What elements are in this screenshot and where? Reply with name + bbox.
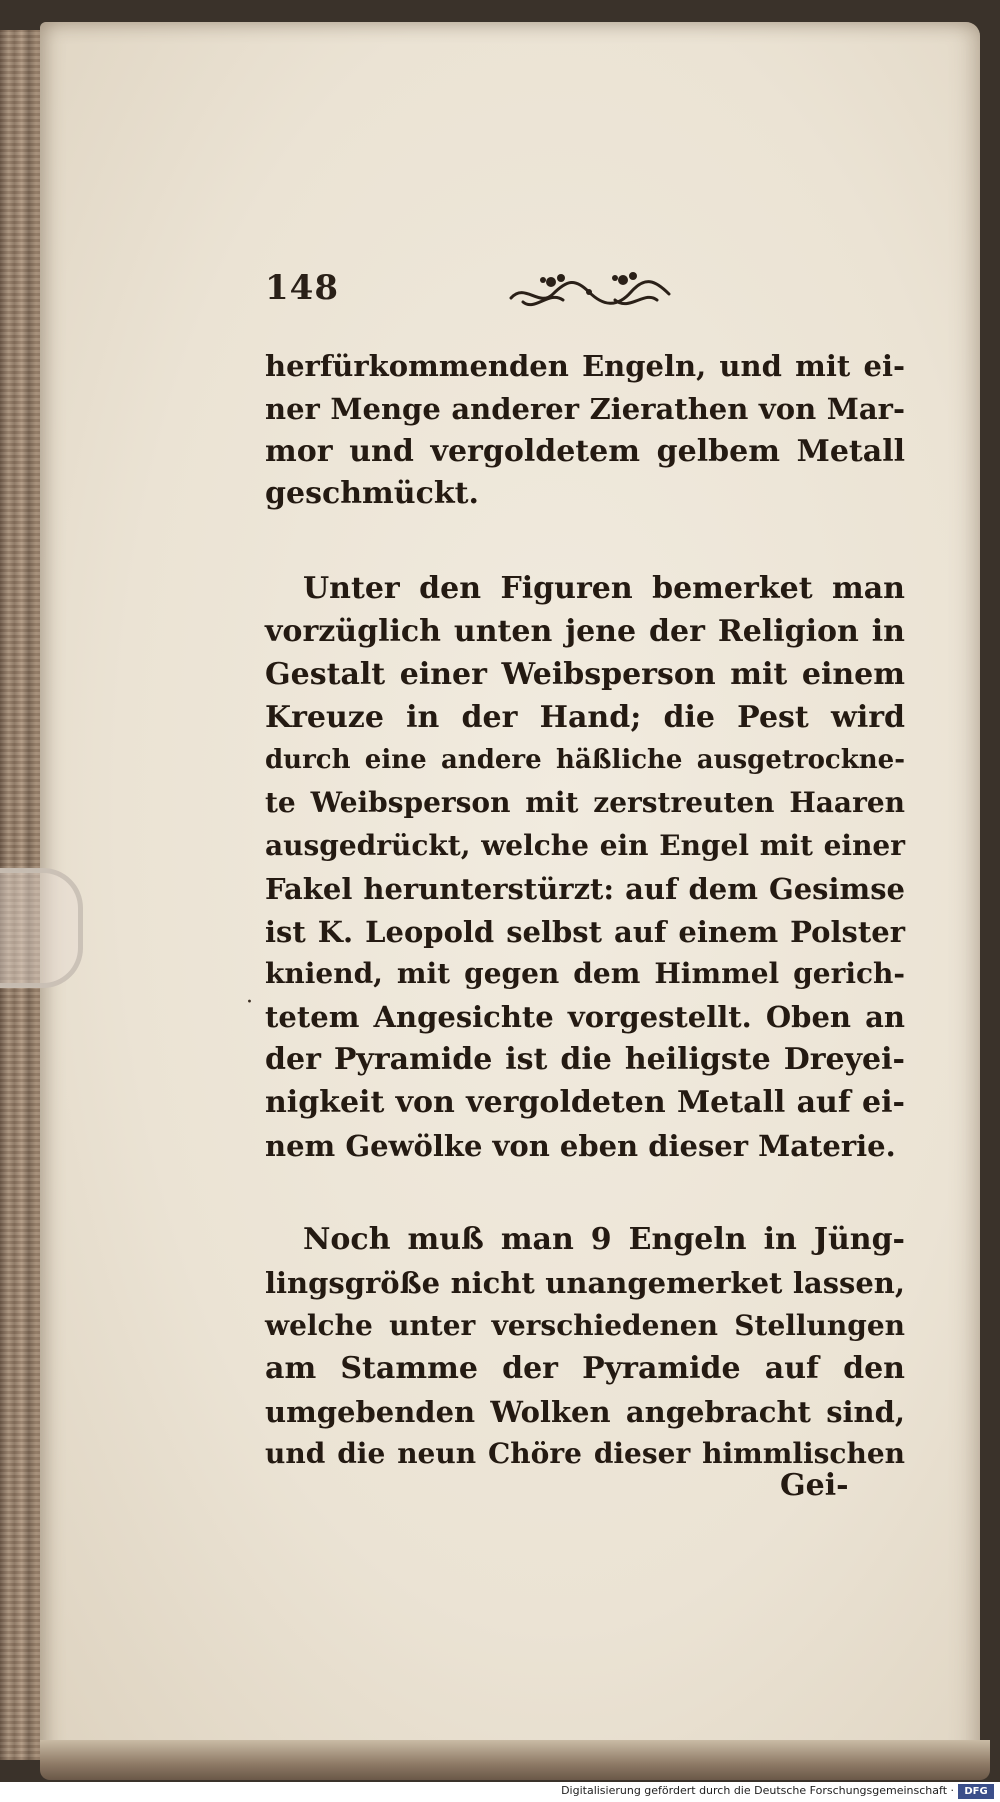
text-line: nem Gewölke von eben dieser Materie. — [265, 1128, 896, 1163]
text-line: Kreuze in der Hand; die Pest wird — [265, 699, 905, 735]
text-line: der Pyramide ist die heiligste Dreyei- — [265, 1041, 905, 1077]
text-line: welche unter verschiedenen Stellungen — [265, 1308, 905, 1342]
book-bottom-edge — [40, 1740, 990, 1780]
text-line: herfürkommenden Engeln, und mit ei- — [265, 349, 905, 383]
footer-credit: Digitalisierung gefördert durch die Deutsche Forschungsgemeinschaft · — [561, 1784, 954, 1797]
margin-dot: · — [246, 990, 253, 1015]
paragraph — [265, 1219, 905, 1476]
text-line: Noch muß man 9 Engeln in Jüng- — [303, 1222, 905, 1258]
page-header — [265, 268, 905, 318]
page-clip — [0, 868, 83, 988]
text-line: lingsgröße nicht unangemerket lassen, — [265, 1266, 905, 1301]
text-line: ausgedrückt, welche ein Engel mit einer — [265, 828, 905, 862]
text-line: Unter den Figuren bemerket man — [303, 571, 905, 607]
text-line: nigkeit von vergoldeten Metall auf ei- — [265, 1084, 905, 1120]
text-line: tetem Angesichte vorgestellt. Oben an — [265, 1000, 905, 1035]
paragraph — [265, 345, 905, 516]
catchword: Gei- — [780, 1468, 849, 1503]
text-line: te Weibsperson mit zerstreuten Haaren — [265, 786, 905, 820]
text-line: am Stamme der Pyramide auf den — [265, 1350, 905, 1386]
text-line: und die neun Chöre dieser himmlischen — [265, 1437, 905, 1471]
text-line: Fakel herunterstürzt: auf dem Gesimse — [265, 871, 905, 906]
text-line: geschmückt. — [265, 476, 479, 512]
text-line: umgebenden Wolken angebracht sind, — [265, 1394, 905, 1429]
text-line: mor und vergoldetem gelbem Metall — [265, 433, 905, 469]
text-line: ner Menge anderer Zierathen von Mar- — [265, 391, 905, 426]
text-line: Gestalt einer Weibsperson mit einem — [265, 656, 905, 692]
text-line: durch eine andere häßliche ausgetrockne- — [265, 745, 905, 776]
text-line: ist K. Leopold selbst auf einem Polster — [265, 914, 905, 949]
body-text — [265, 345, 905, 1476]
text-line: vorzüglich unten jene der Religion in — [265, 613, 905, 649]
ornament-vignette-icon — [505, 268, 675, 312]
page-number: 148 — [265, 268, 339, 308]
text-line: kniend, mit gegen dem Himmel gerich- — [265, 957, 905, 991]
dfg-logo: DFG — [958, 1784, 994, 1799]
paragraph — [265, 568, 905, 1167]
